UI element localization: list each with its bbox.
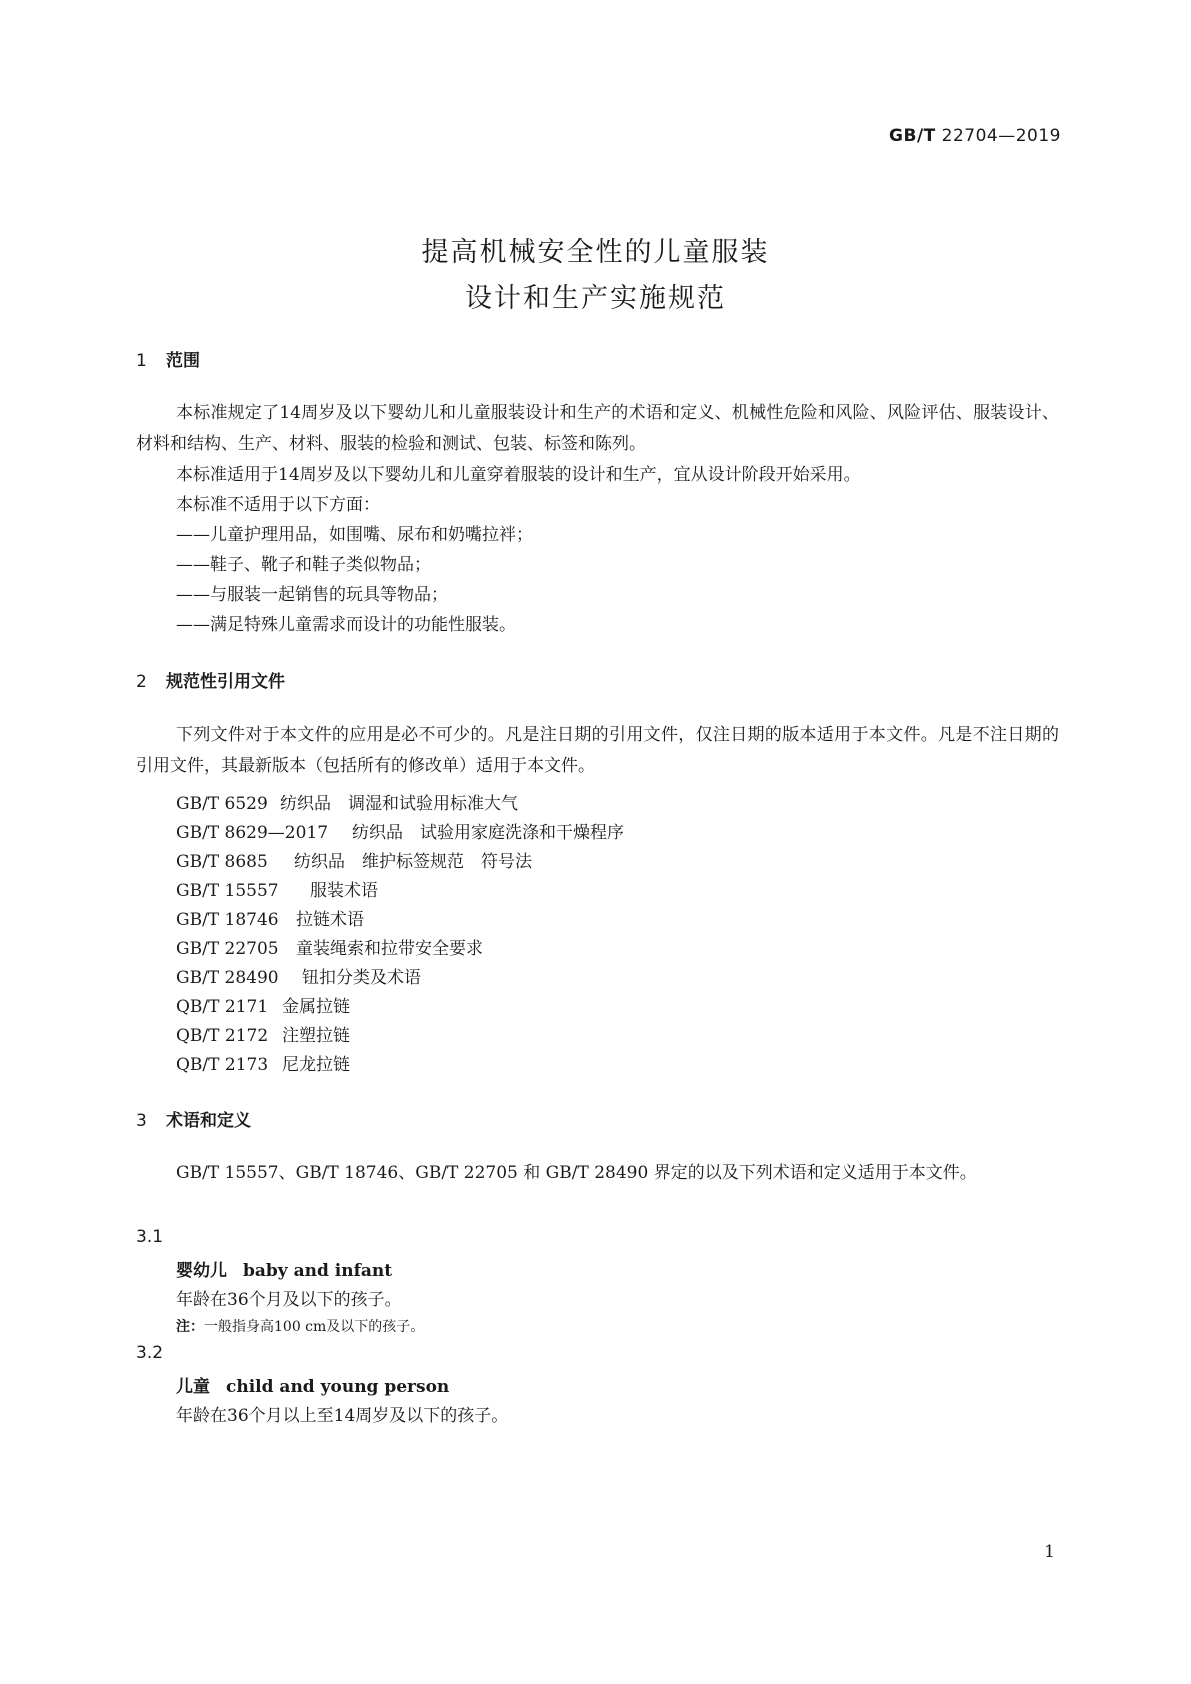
reference-title: 纺织品 试验用家庭洗涤和干燥程序 [352,823,624,843]
scope-paragraph-3: 本标准不适用于以下方面： [176,495,380,515]
term-definition: 年龄在36个月及以下的孩子。 [176,1290,402,1310]
reference-entry [176,992,350,1017]
reference-entry [176,876,378,901]
section-1-heading [136,346,200,371]
reference-entry [176,1050,350,1075]
section-label: 规范性引用文件 [166,672,285,692]
term-heading [176,1372,449,1397]
section-3-heading [136,1106,251,1131]
reference-title: 尼龙拉链 [282,1055,350,1075]
reference-title: 纺织品 维护标签规范 符号法 [294,852,532,872]
reference-title: 金属拉链 [282,997,350,1017]
reference-entry [176,818,624,843]
note-text: 一般指身高100 cm及以下的孩子。 [204,1319,425,1335]
term-note [176,1316,424,1336]
section-label: 范围 [166,351,200,371]
reference-code: GB/T 22705 [176,939,279,959]
exclusion-item: ——满足特殊儿童需求而设计的功能性服装。 [176,615,516,635]
reference-entry [176,789,518,814]
reference-code: GB/T 8685 [176,852,268,872]
terms-paragraph: GB/T 15557、GB/T 18746、GB/T 22705 和 GB/T 28490 界定的以及下列术语和定义适用于本文件。 [176,1163,977,1183]
reference-entry [176,1021,350,1046]
reference-code: GB/T 15557 [176,881,279,901]
standard-code [889,126,1061,146]
reference-title: 钮扣分类及术语 [302,968,421,988]
reference-entry [176,905,364,930]
section-number: 2 [136,672,147,692]
term-definition: 年龄在36个月以上至14周岁及以下的孩子。 [176,1406,509,1426]
section-number: 3 [136,1111,147,1131]
reference-code: GB/T 8629—2017 [176,823,329,843]
exclusion-item: ——与服装一起销售的玩具等物品； [176,585,448,605]
reference-title: 拉链术语 [296,910,364,930]
exclusion-item: ——儿童护理用品，如围嘴、尿布和奶嘴拉袢； [176,525,533,545]
reference-title: 童装绳索和拉带安全要求 [296,939,483,959]
reference-title: 注塑拉链 [282,1026,350,1046]
term-heading [176,1256,392,1281]
section-2-heading [136,667,285,692]
reference-entry [176,847,532,872]
reference-code: QB/T 2172 [176,1026,269,1046]
section-number: 1 [136,351,147,371]
scope-paragraph-1: 本标准规定了14周岁及以下婴幼儿和儿童服装设计和生产的术语和定义、机械性危险和风险、风险评估、服装设计、材料和结构、生产、材料、服装的检验和测试、包装、标签和陈列。 [136,403,1059,454]
reference-title: 服装术语 [310,881,378,901]
clause-number: 3.1 [136,1227,164,1247]
standard-prefix: GB/T [889,126,936,146]
reference-code: GB/T 28490 [176,968,279,988]
term-chinese: 儿童 [176,1377,210,1397]
document-title [0,230,1191,322]
reference-code: QB/T 2171 [176,997,269,1017]
normative-references-paragraph: 下列文件对于本文件的应用是必不可少的。凡是注日期的引用文件，仅注日期的版本适用于本文件。凡是不注日期的引用文件，其最新版本（包括所有的修改单）适用于本文件。 [136,725,1059,776]
clause-number: 3.2 [136,1343,164,1363]
note-label: 注： [176,1319,204,1335]
term-english: child and young person [226,1377,450,1397]
section-label: 术语和定义 [166,1111,251,1131]
scope-paragraph-2: 本标准适用于14周岁及以下婴幼儿和儿童穿着服装的设计和生产，宜从设计阶段开始采用。 [176,465,861,485]
title-line-2: 设计和生产实施规范 [465,283,726,314]
reference-entry [176,934,483,959]
reference-title: 纺织品 调湿和试验用标准大气 [280,794,518,814]
exclusion-item: ——鞋子、靴子和鞋子类似物品； [176,555,431,575]
reference-code: GB/T 18746 [176,910,279,930]
reference-code: QB/T 2173 [176,1055,269,1075]
reference-entry [176,963,421,988]
standard-number: 22704—2019 [941,126,1061,146]
term-chinese: 婴幼儿 [176,1261,227,1281]
term-english: baby and infant [243,1261,393,1281]
page-number: 1 [1044,1542,1055,1562]
reference-code: GB/T 6529 [176,794,268,814]
title-line-1: 提高机械安全性的儿童服装 [421,237,770,268]
